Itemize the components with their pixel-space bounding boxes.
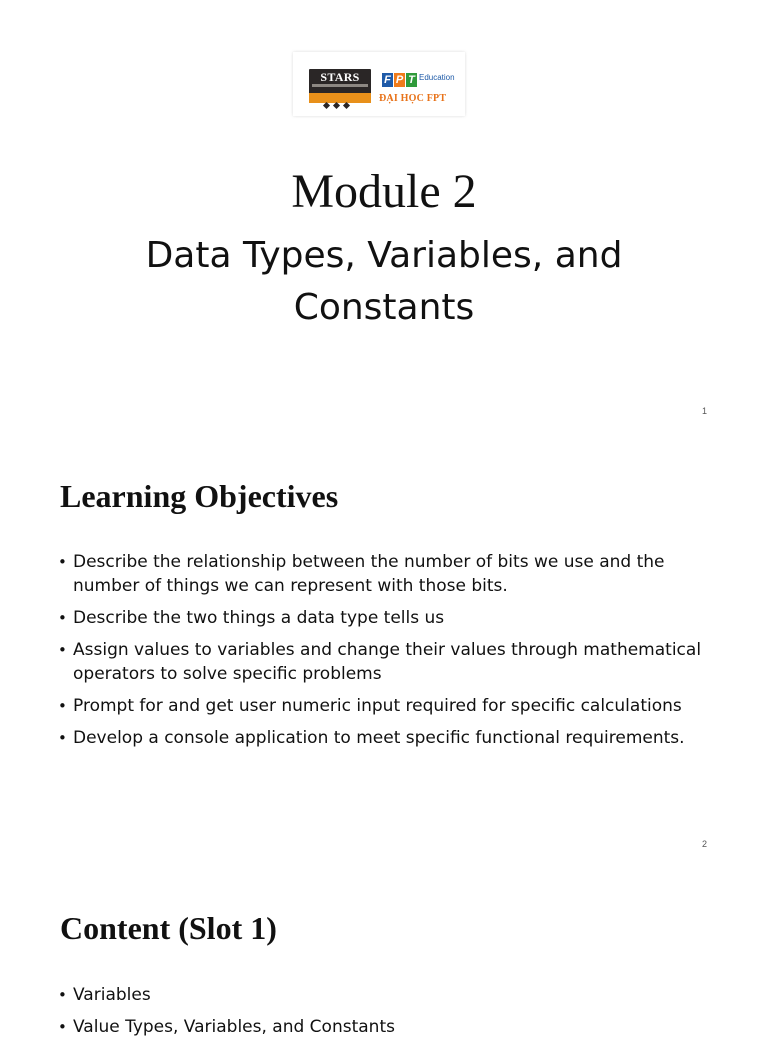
slide-heading: Content (Slot 1) [60, 910, 277, 946]
list-item: • Value Types, Variables, and Constants [58, 1015, 718, 1039]
list-item: • Develop a console application to meet specific functional requirements. [58, 726, 718, 750]
page-number: 2 [702, 839, 708, 849]
university-name: ĐẠI HỌC FPT [379, 93, 447, 104]
list-item: • Describe the two things a data type tells us [58, 606, 718, 630]
slide-1 [0, 0, 768, 432]
module-title: Module 2 [291, 165, 477, 218]
list-item: • Assign values to variables and change their values through mathematical operators to solve specific problems [58, 638, 718, 686]
module-subtitle: Data Types, Variables, and Constants [145, 235, 623, 328]
education-text: Education [419, 73, 455, 82]
list-item: • Describe the relationship between the number of bits we use and the number of things we can represent with those bits. [58, 550, 718, 598]
slide-3 [0, 864, 768, 1037]
page-number: 1 [702, 406, 708, 416]
fpt-logo-icon: F P T [382, 70, 418, 86]
list-item: • Prompt for and get user numeric input required for specific calculations [58, 694, 718, 718]
objectives-list [58, 550, 718, 758]
list-item: • Variables [58, 983, 718, 1007]
stars-text: STARS [320, 70, 360, 84]
fpt-stars-logo [293, 52, 465, 116]
stars-badge-icon [309, 69, 371, 103]
slide-2 [0, 432, 768, 864]
slide-heading: Learning Objectives [60, 478, 339, 514]
content-list [58, 983, 718, 1047]
